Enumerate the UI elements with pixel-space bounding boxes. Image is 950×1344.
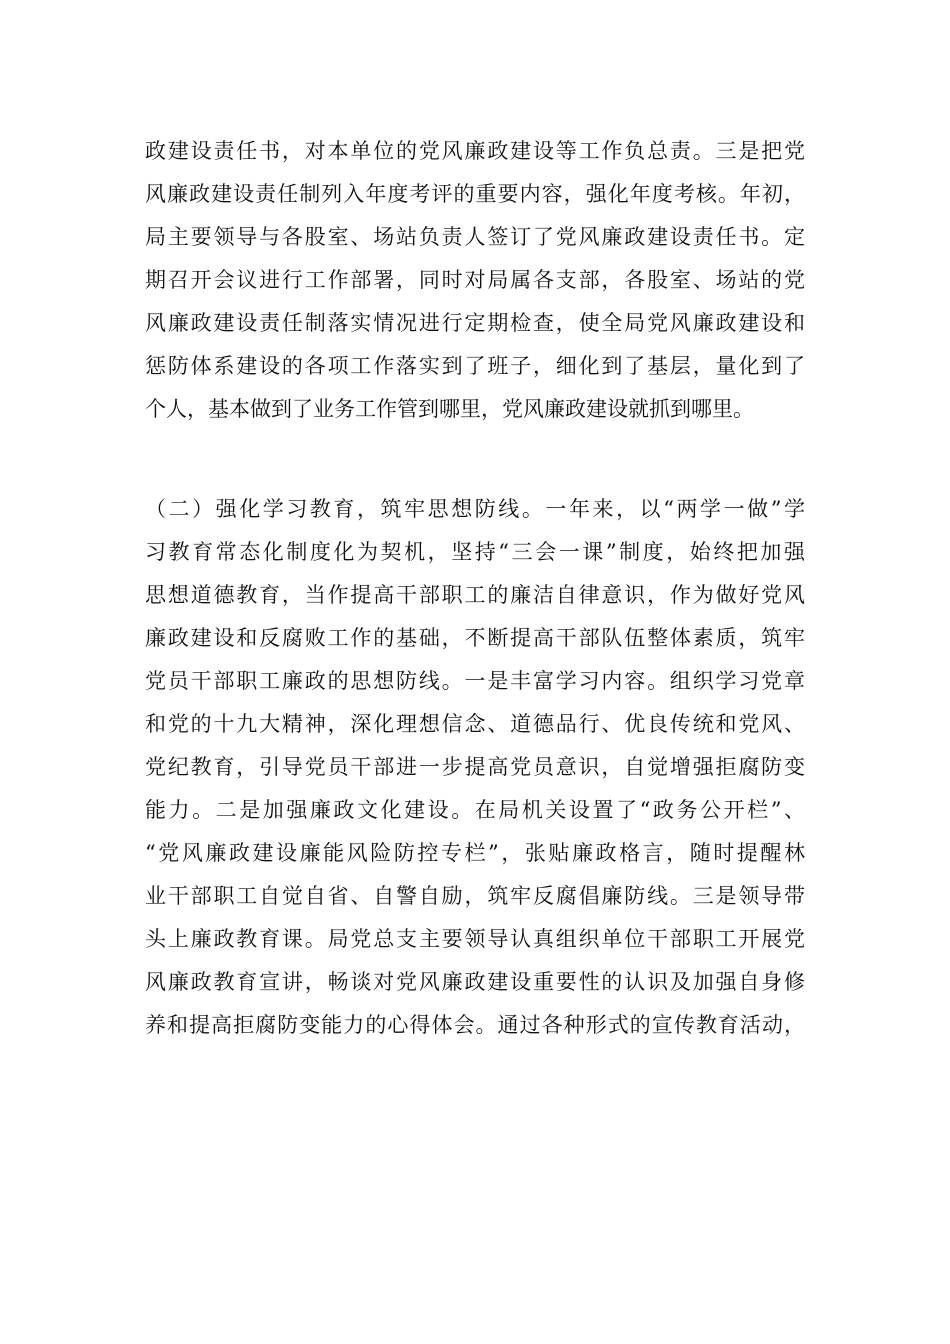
text-line: 党纪教育，引导党员干部进一步提高党员意识，自觉增强拒腐防变: [145, 755, 805, 779]
text-line: “党风廉政建设廉能风险防控专栏”，张贴廉政格言，随时提醒林: [145, 841, 805, 865]
text-line: （二）强化学习教育，筑牢思想防线。一年来，以“两学一做”学: [145, 497, 805, 521]
text-line: 养和提高拒腐防变能力的心得体会。通过各种形式的宣传教育活动，: [145, 1013, 805, 1037]
text-line: 期召开会议进行工作部署，同时对局属各支部，各股室、场站的党: [145, 268, 805, 292]
text-line: 惩防体系建设的各项工作落实到了班子，细化到了基层，量化到了: [145, 354, 805, 378]
text-line: 风廉政建设责任制列入年度考评的重要内容，强化年度考核。年初，: [145, 182, 805, 206]
text-line: 能力。二是加强廉政文化建设。在局机关设置了“政务公开栏”、: [145, 798, 805, 822]
text-line: 党员干部职工廉政的思想防线。一是丰富学习内容。组织学习党章: [145, 669, 805, 693]
text-line: 头上廉政教育课。局党总支主要领导认真组织单位干部职工开展党: [145, 927, 805, 951]
text-line: 政建设责任书，对本单位的党风廉政建设等工作负总责。三是把党: [145, 139, 805, 163]
text-line: 局主要领导与各股室、场站负责人签订了党风廉政建设责任书。定: [145, 225, 805, 249]
text-line: 个人，基本做到了业务工作管到哪里，党风廉政建设就抓到哪里。: [145, 397, 754, 421]
text-line: 风廉政建设责任制落实情况进行定期检查，使全局党风廉政建设和: [145, 311, 805, 335]
text-line: 习教育常态化制度化为契机，坚持“三会一课”制度，始终把加强: [145, 540, 805, 564]
text-line: 和党的十九大精神，深化理想信念、道德品行、优良传统和党风、: [145, 712, 805, 736]
text-line: 风廉政教育宣讲，畅谈对党风廉政建设重要性的认识及加强自身修: [145, 970, 805, 994]
text-line: 业干部职工自觉自省、自警自励，筑牢反腐倡廉防线。三是领导带: [145, 884, 805, 908]
paragraph-responsibility-system: [145, 130, 805, 431]
text-line: 思想道德教育，当作提高干部职工的廉洁自律意识，作为做好党风: [145, 583, 805, 607]
paragraph-learning-education: [145, 488, 805, 1047]
text-line: 廉政建设和反腐败工作的基础，不断提高干部队伍整体素质，筑牢: [145, 626, 805, 650]
